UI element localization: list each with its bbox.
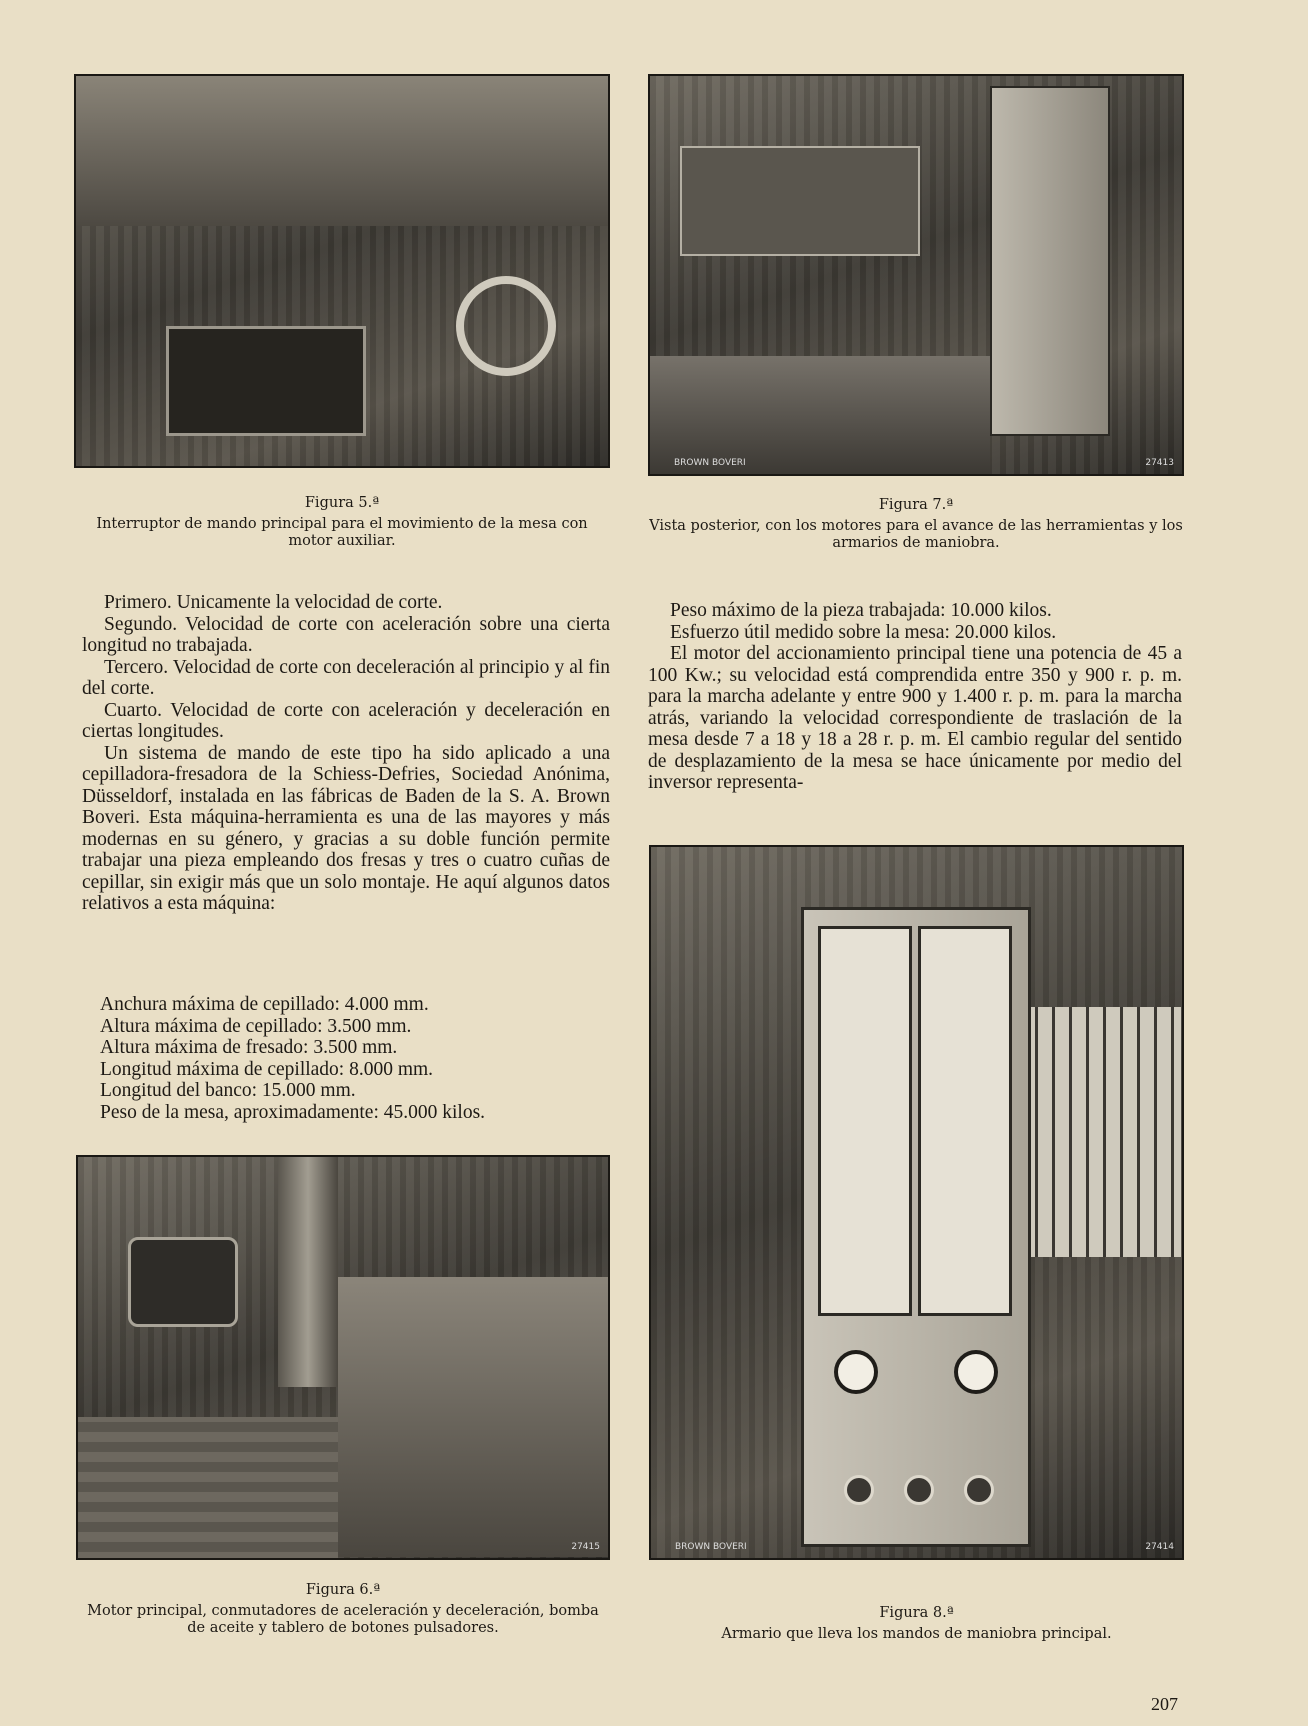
cabinet-door-right [918, 926, 1012, 1316]
spec-item: Peso de la mesa, aproximadamente: 45.000 kilos. [100, 1101, 486, 1123]
paragraph-segundo: Segundo. Velocidad de corte con aceleración sobre una cierta longitud no trabajada. [82, 613, 610, 656]
paragraph-motor: El motor del accionamiento principal tiene una potencia de 45 a 100 Kw.; su velocidad está comprendida entre 350 y 900 r. p. m. para la marcha adelante y entre 900 y 1.400 r. p. m. para la marcha atrás, variando la velocidad correspondiente de traslación de la mesa desde 7 a 18 y 18 a 28 r. p. m. El cambio regular del sentido de desplazamiento de la mesa se hace únicamente por medio del inversor representa- [648, 643, 1182, 793]
page-number: 207 [1151, 1694, 1178, 1714]
paragraph-tercero: Tercero. Velocidad de corte con deceleración al principio y al fin del corte. [82, 656, 610, 699]
control-cabinet-shape [990, 86, 1110, 436]
paragraph-sistema: Un sistema de mando de este tipo ha sido aplicado a una cepilladora-fresadora de la Schiess-Defries, Sociedad Anónima, Düsseldorf, instalada en las fábricas de Baden de la S. A. Brown Boveri. Esta máquina-herramienta es una de las mayores y más modernas en su género, y gracias a su doble función permite trabajar una pieza empleando dos fresas y tres o cuatro cuñas de cepillar, sin exigir más que un solo montaje. He aquí algunos datos relativos a esta máquina: [82, 742, 610, 914]
figure-8-title: Figura 8.ª [879, 1605, 954, 1621]
left-column-text [82, 592, 610, 915]
figure-5-title: Figura 5.ª [304, 495, 380, 511]
spec-item: Longitud del banco: 15.000 mm. [100, 1080, 356, 1101]
figure-7-photo [648, 74, 1184, 476]
figure-6-caption: Motor principal, conmutadores de aceleración y deceleración, bomba de aceite y tablero de botones pulsadores. [87, 1603, 599, 1636]
figure-6-plate-number: 27415 [571, 1542, 600, 1552]
column-shape [278, 1157, 338, 1387]
cabinet-door-left [818, 926, 912, 1316]
figure-8-caption: Armario que lleva los mandos de maniobra principal. [721, 1626, 1112, 1642]
figure-6-title: Figura 6.ª [305, 1582, 381, 1598]
figure-8-plate-number: 27414 [1145, 1542, 1174, 1552]
figure-8-brand: BROWN BOVERI [675, 1542, 747, 1552]
gauge-right-icon [954, 1350, 998, 1394]
switch-box-shape [166, 326, 366, 436]
figure-8-photo [649, 845, 1184, 1560]
machine-table-shape [76, 76, 610, 226]
paragraph-peso-maximo: Peso máximo de la pieza trabajada: 10.000 kilos. [670, 600, 1052, 621]
handwheel-shape [456, 276, 556, 376]
knob-right-icon [964, 1475, 994, 1505]
floor-shape [78, 1417, 338, 1560]
spec-item: Altura máxima de cepillado: 3.500 mm. [100, 1015, 412, 1037]
figure-5-photo [74, 74, 610, 468]
figure-7-plate-number: 27413 [1145, 458, 1174, 468]
motor-assembly-shape [680, 146, 920, 256]
right-column-text [648, 600, 1182, 794]
figure-7-brand: BROWN BOVERI [674, 458, 746, 468]
figure-5-caption: Interruptor de mando principal para el movimiento de la mesa con motor auxiliar. [96, 516, 588, 549]
spec-list [100, 994, 610, 1123]
spec-item: Anchura máxima de cepillado: 4.000 mm. [100, 994, 429, 1015]
knob-left-icon [844, 1475, 874, 1505]
paragraph-esfuerzo: Esfuerzo útil medido sobre la mesa: 20.000 kilos. [670, 621, 1057, 643]
spec-item: Altura máxima de fresado: 3.500 mm. [100, 1037, 398, 1058]
spec-item: Longitud máxima de cepillado: 8.000 mm. [100, 1058, 434, 1080]
table-bed-shape [338, 1277, 608, 1557]
control-cabinet-shape [801, 907, 1031, 1547]
motor-shape [128, 1237, 238, 1327]
knob-center-icon [904, 1475, 934, 1505]
figure-7-title: Figura 7.ª [878, 497, 954, 513]
figure-7-caption: Vista posterior, con los motores para el avance de las herramientas y los armarios de maniobra. [649, 518, 1183, 551]
paragraph-cuarto: Cuarto. Velocidad de corte con aceleración y deceleración en ciertas longitudes. [82, 699, 610, 742]
window-grid-shape [1021, 1007, 1181, 1257]
gauge-left-icon [834, 1350, 878, 1394]
figure-6-photo [76, 1155, 610, 1560]
paragraph-primero: Primero. Unicamente la velocidad de corte. [104, 592, 443, 613]
